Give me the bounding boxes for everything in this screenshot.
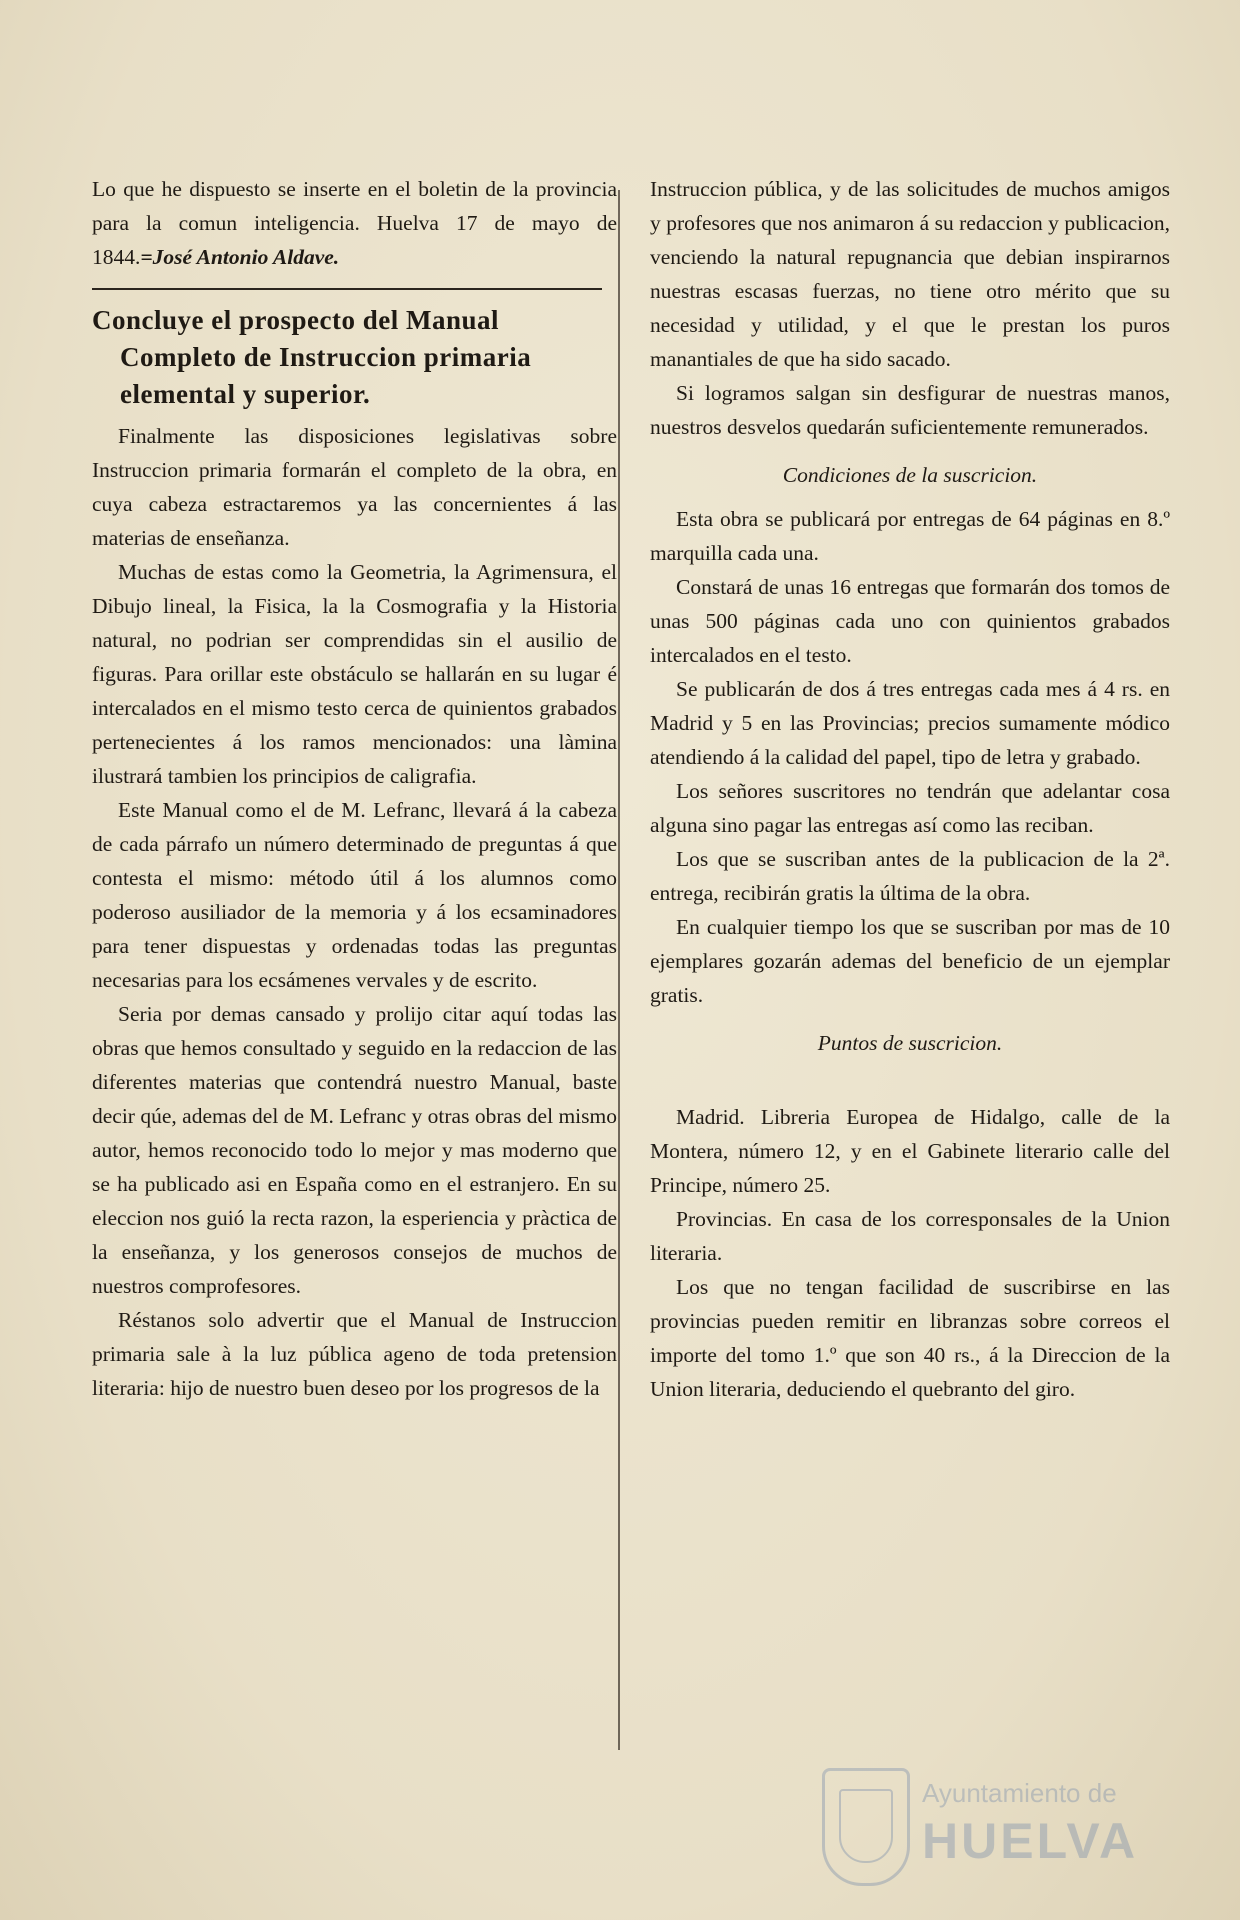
closing-paragraph: Si logramos salgan sin desfigurar de nuestras manos, nuestros desvelos quedarán suficientemente remunerados.: [650, 381, 1170, 439]
watermark-line-1: Ayuntamiento de: [922, 1778, 1117, 1808]
paragraph: Finalmente las disposiciones legislativas sobre Instruccion primaria formarán el completo de la obra, en cuya cabeza estractaremos ya las concernientes á las materias de enseñanza.: [92, 424, 617, 550]
coat-of-arms-icon: [822, 1768, 910, 1886]
archive-watermark: [822, 1768, 1152, 1888]
paragraph: Muchas de estas como la Geometria, la Agrimensura, el Dibujo lineal, la Fisica, la la Cosmografia y la Historia natural, no podrian ser comprendidas sin el ausilio de figuras. Para orillar este obstáculo se hallarán en su lugar é intercalados en el mismo testo cerca de quinientos grabados pertenecientes á los ramos mencionados: una làmina ilustrará tambien los principios de caligrafia.: [92, 560, 617, 788]
paragraph: Seria por demas cansado y prolijo citar aquí todas las obras que hemos consultado y seguido en la redaccion de las diferentes materias que contendrá nuestro Manual, baste decir qúe, ademas del de M. Lefranc y otras obras del mismo autor, hemos reconocido todo lo mejor y mas moderno que se ha publicado asi en España como en el estranjero. En su eleccion nos guió la recta razon, la esperiencia y pràctica de la enseñanza, y los generosos consejos de muchos de nuestros comprofesores.: [92, 1002, 617, 1298]
condition-item: Esta obra se publicará por entregas de 64 páginas en 8.º marquilla cada una.: [650, 507, 1170, 565]
condition-item: Los que se suscriban antes de la publicacion de la 2ª. entrega, recibirán gratis la última de la obra.: [650, 847, 1170, 905]
watermark-line-2: HUELVA: [922, 1813, 1139, 1869]
condition-item: Se publicarán de dos á tres entregas cada mes á 4 rs. en Madrid y 5 en las Provincias; precios sumamente módico atendiendo á la calidad del papel, tipo de letra y grabado.: [650, 677, 1170, 769]
condition-item: Constará de unas 16 entregas que formarán dos tomos de unas 500 páginas cada uno con quinientos grabados intercalados en el testo.: [650, 575, 1170, 667]
point-item: Los que no tengan facilidad de suscribirse en las provincias pueden remitir en libranzas sobre correos el importe del tomo 1.º que son 40 rs., á la Direccion de la Union literaria, deduciendo el quebranto del giro.: [650, 1275, 1170, 1401]
points-heading: Puntos de suscricion.: [817, 1031, 1003, 1055]
condition-item: En cualquier tiempo los que se suscriban por mas de 10 ejemplares gozarán ademas del beneficio de un ejemplar gratis.: [650, 915, 1170, 1007]
left-column: [92, 172, 617, 1405]
right-column: [650, 172, 1170, 1406]
signature: =José Antonio Aldave.: [140, 245, 340, 269]
paragraph: Réstanos solo advertir que el Manual de Instruccion primaria sale à la luz pública ageno de toda pretension literaria: hijo de nuestro buen deseo por los progresos de la: [92, 1308, 617, 1400]
conditions-heading: Condiciones de la suscricion.: [782, 463, 1038, 487]
article-title: [92, 302, 617, 413]
intro-paragraph: Lo que he dispuesto se inserte en el boletin de la provincia para la comun inteligencia. Huelva 17 de mayo de 1844.=José Antonio Aldave.: [92, 177, 617, 269]
paragraph: Este Manual como el de M. Lefranc, llevará á la cabeza de cada párrafo un número determinado de preguntas á que contesta el mismo: método útil á los alumnos como poderoso ausiliador de la memoria y á los ecsaminadores para tener dispuestas y ordenadas todas las preguntas necesarias para los ecsámenes vervales y de escrito.: [92, 798, 617, 992]
title-line-3: elemental y superior.: [120, 379, 371, 409]
point-item: Madrid. Libreria Europea de Hidalgo, calle de la Montera, número 12, y en el Gabinete literario calle del Principe, número 25.: [650, 1105, 1170, 1197]
point-item: Provincias. En casa de los corresponsales de la Union literaria.: [650, 1207, 1170, 1265]
section-rule: [92, 288, 602, 290]
continuation-paragraph: Instruccion pública, y de las solicitudes de muchos amigos y profesores que nos animaron á su redaccion y publicacion, venciendo la natural repugnancia que debian inspirarnos nuestras escasas fuerzas, no tiene otro mérito que su necesidad y utilidad, y el que le prestan los puros manantiales de que ha sido sacado.: [650, 177, 1170, 371]
condition-item: Los señores suscritores no tendrán que adelantar cosa alguna sino pagar las entregas así como las reciban.: [650, 779, 1170, 837]
title-line-2: Completo de Instruccion primaria: [120, 342, 532, 372]
column-divider: [618, 190, 620, 1750]
title-line-1: Concluye el prospecto del Manual: [92, 305, 499, 335]
